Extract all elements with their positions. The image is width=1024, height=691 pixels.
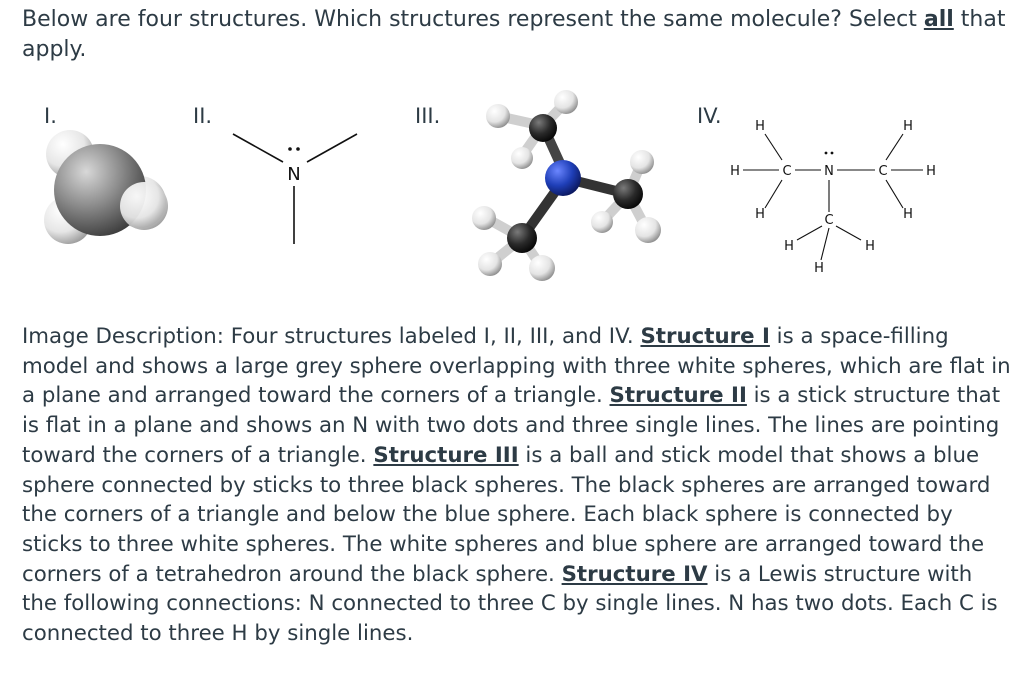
white-sphere <box>591 211 613 233</box>
question-text-after: that apply. <box>22 7 1006 62</box>
atom-c: C <box>878 164 888 179</box>
structure-label-i: I. <box>44 104 57 128</box>
question-text-before: Below are four structures. Which structures represent the same molecule? Select <box>22 7 924 32</box>
blue-sphere <box>545 160 581 196</box>
question-emphasis: all <box>923 7 954 32</box>
structure-iv-description: is a Lewis structure with the following connections: N connected to three C by single lines. N has two dots. Each C is connected to three H by single lines. <box>22 561 998 647</box>
lone-pair-dot <box>288 147 292 151</box>
structure-ii-label: Structure II <box>609 383 747 409</box>
structure-iv-label: Structure IV <box>561 561 708 587</box>
description-intro: Image Description: Four structures labeled I, II, III, and IV. <box>22 324 641 349</box>
atom-h: H <box>784 239 794 254</box>
white-sphere <box>478 252 502 276</box>
black-sphere <box>507 223 537 253</box>
white-sphere <box>635 217 661 243</box>
atom-h: H <box>755 119 765 134</box>
atom-h: H <box>755 207 765 222</box>
lewis-structure <box>725 112 945 282</box>
black-sphere <box>529 114 557 142</box>
white-sphere-front <box>120 182 168 230</box>
ball-and-stick-model <box>450 88 670 284</box>
white-sphere <box>630 150 654 174</box>
atom-n: N <box>287 164 301 185</box>
structure-iii-label: Structure III <box>373 442 519 468</box>
atom-n: N <box>824 164 834 179</box>
atom-h: H <box>926 164 936 179</box>
structure-label-iii: III. <box>415 104 441 128</box>
atom-c: C <box>824 213 834 228</box>
structure-label-iv: IV. <box>697 104 722 128</box>
structure-i-description: is a space-filling model and shows a large grey sphere overlapping with three white spheres, which are flat in a plane and arranged toward the corners of a triangle. <box>22 324 1011 409</box>
white-sphere <box>486 104 510 128</box>
black-sphere <box>613 179 643 209</box>
structure-label-ii: II. <box>193 104 213 128</box>
white-sphere <box>554 90 578 114</box>
structure-iii-description: is a ball and stick model that shows a blue sphere connected by sticks to three black spheres. The black spheres are arranged toward the corners of a triangle and below the blue sphere. Each black sphere is connected by sticks to three white spheres. The white spheres and blue sphere are arranged toward the corners of a tetrahedron around the black sphere. <box>22 442 991 587</box>
question-text <box>22 5 1012 65</box>
lone-pair-dot <box>296 147 300 151</box>
lone-pair-dot <box>825 152 828 155</box>
structure-i-label: Structure I <box>640 324 770 349</box>
atom-h: H <box>903 207 913 222</box>
white-sphere <box>511 147 533 169</box>
atom-h: H <box>730 164 740 179</box>
bond-line <box>307 134 357 162</box>
atom-h: H <box>865 239 875 254</box>
structure-ii-description: is a stick structure that is flat in a plane and shows an N with two dots and three single lines. The lines are pointing toward the corners of a triangle. <box>22 383 1001 468</box>
white-sphere <box>529 255 555 281</box>
space-filling-model <box>40 120 180 260</box>
atom-h: H <box>903 119 913 134</box>
stick-structure <box>225 120 365 250</box>
image-description <box>22 322 1012 649</box>
atom-c: C <box>782 164 792 179</box>
bond-line <box>233 134 283 162</box>
lone-pair-dot <box>831 152 834 155</box>
atom-h: H <box>814 261 824 276</box>
white-sphere <box>472 206 496 230</box>
